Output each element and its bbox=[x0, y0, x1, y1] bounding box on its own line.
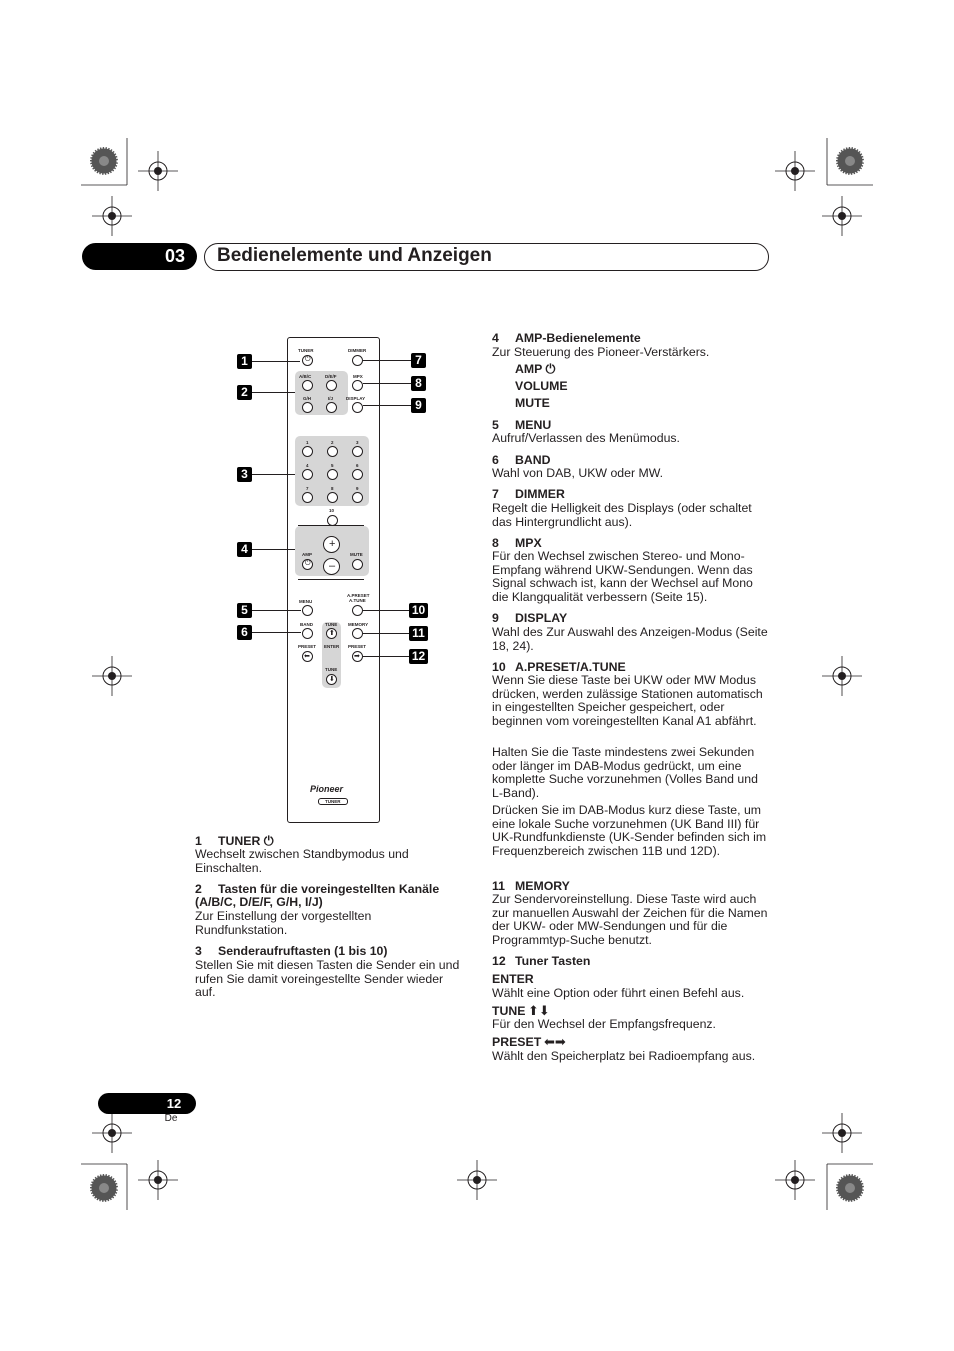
number-7-button bbox=[302, 492, 313, 503]
label-atune: A.TUNE bbox=[349, 598, 366, 603]
enter-body: Wählt eine Option oder führt einen Befehl aus. bbox=[492, 986, 745, 1000]
tune-up-button: ⬆ bbox=[326, 628, 337, 639]
page-language: De bbox=[164, 1113, 178, 1124]
pioneer-logo: Pioneer bbox=[310, 784, 344, 794]
preset-left-button: ⬅ bbox=[302, 651, 313, 662]
callout-9: 9 bbox=[411, 398, 426, 413]
number-4-button bbox=[302, 469, 313, 480]
dimmer-button bbox=[352, 355, 363, 366]
callout-6: 6 bbox=[237, 625, 252, 640]
item-9-number: 9 bbox=[492, 611, 499, 625]
item-6-number: 6 bbox=[492, 453, 499, 467]
leader-line bbox=[252, 474, 295, 475]
number-9-button bbox=[352, 492, 363, 503]
label-tuner: TUNER bbox=[298, 348, 314, 353]
preset-right-button: ➡ bbox=[352, 651, 363, 662]
label-ij: I/J bbox=[328, 396, 334, 401]
model-label: TUNER bbox=[318, 798, 348, 805]
item-8-number: 8 bbox=[492, 536, 499, 550]
leader-line bbox=[252, 549, 295, 550]
label-10: 10 bbox=[329, 508, 335, 513]
label-dimmer: DIMMER bbox=[348, 348, 367, 353]
item-8-heading: MPX bbox=[515, 536, 542, 550]
label-band: BAND bbox=[300, 622, 313, 627]
preset-heading: PRESET bbox=[492, 1035, 542, 1049]
leader-line bbox=[252, 632, 301, 633]
leader-line bbox=[252, 610, 301, 611]
apreset-button bbox=[352, 605, 363, 616]
gh-button bbox=[302, 402, 313, 413]
item-6-body: Wahl von DAB, UKW oder MW. bbox=[492, 466, 664, 480]
divider bbox=[298, 579, 364, 580]
def-button bbox=[326, 380, 337, 391]
volume-up-button: + bbox=[323, 536, 340, 553]
number-1-button bbox=[302, 446, 313, 457]
label-1: 1 bbox=[306, 440, 309, 445]
leader-line bbox=[252, 361, 300, 362]
label-preset-left: PRESET bbox=[298, 644, 317, 649]
leader-line bbox=[363, 405, 411, 406]
number-2-button bbox=[327, 446, 338, 457]
item-2-number: 2 bbox=[195, 882, 202, 896]
callout-1: 1 bbox=[237, 354, 252, 369]
item-4-body: Zur Steuerung des Pioneer-Verstärkers. bbox=[492, 345, 710, 359]
label-8: 8 bbox=[331, 486, 334, 491]
callout-5: 5 bbox=[237, 603, 252, 618]
number-6-button bbox=[352, 469, 363, 480]
enter-heading: ENTER bbox=[492, 972, 534, 986]
label-9: 9 bbox=[356, 486, 359, 491]
item-10-heading: A.PRESET/A.TUNE bbox=[515, 660, 626, 674]
label-5: 5 bbox=[331, 463, 334, 468]
item-5-body: Aufruf/Verlassen des Menümodus. bbox=[492, 431, 680, 445]
item-10-paragraph-1: Wenn Sie diese Taste bei UKW oder MW Modus drücken, werden zulässige Stationen automatisch in eingestellten Speicher gespeichert, oder beginnen vom voreingestellten Kanal A1 abfährt. bbox=[492, 673, 763, 728]
item-6-heading: BAND bbox=[515, 453, 551, 467]
label-enter: ENTER bbox=[324, 644, 340, 649]
item-1-number: 1 bbox=[195, 834, 202, 848]
label-amp: AMP bbox=[302, 552, 312, 557]
label-mpx: MPX bbox=[353, 374, 363, 379]
label-menu: MENU bbox=[299, 599, 313, 604]
label-display: DISPLAY bbox=[346, 396, 366, 401]
label-preset-right: PRESET bbox=[348, 644, 367, 649]
label-apreset: A.PRESET bbox=[347, 593, 370, 598]
callout-7: 7 bbox=[411, 353, 426, 368]
item-1-body: Wechselt zwischen Standbymodus und Einschalten. bbox=[195, 847, 409, 875]
label-3: 3 bbox=[356, 440, 359, 445]
leader-line bbox=[252, 392, 295, 393]
item-7-body: Regelt die Helligkeit des Displays (oder schaltet das Hintergrundlicht aus). bbox=[492, 501, 752, 529]
label-def: D/E/F bbox=[325, 374, 337, 379]
callout-3: 3 bbox=[237, 467, 252, 482]
callout-4: 4 bbox=[237, 542, 252, 557]
preset-body: Wählt den Speicherplatz bei Radioempfang aus. bbox=[492, 1049, 756, 1063]
item-4-heading: AMP-Bedienelemente bbox=[515, 331, 641, 345]
mute-button bbox=[352, 559, 363, 570]
item-2-heading: Tasten für die voreingestellten Kanäle bbox=[218, 882, 440, 896]
label-tune-top: TUNE bbox=[325, 622, 338, 627]
leader-line bbox=[363, 610, 409, 611]
remote-control-illustration bbox=[287, 337, 380, 823]
item-11-heading: MEMORY bbox=[515, 879, 570, 893]
tune-down-button: ⬇ bbox=[326, 674, 337, 685]
arrow-left-right-icon: ⬅➡ bbox=[544, 1034, 566, 1049]
item-11-body: Zur Sendervoreinstellung. Diese Taste wird auch zur manuellen Auswahl der Zeichen für die Namen der UKW- oder MW-Sendungen und für die Programmtyp-Suche benutzt. bbox=[492, 892, 768, 947]
callout-12: 12 bbox=[409, 649, 428, 664]
amp-power-button: ⏻ bbox=[302, 559, 313, 570]
item-7-number: 7 bbox=[492, 487, 499, 501]
item-2-body: Zur Einstellung der vorgestellten Rundfunkstation. bbox=[195, 909, 372, 937]
item-9-body: Wahl des Zur Auswahl des Anzeigen-Modus (Seite 18, 24). bbox=[492, 625, 768, 653]
item-7-heading: DIMMER bbox=[515, 487, 565, 501]
label-4: 4 bbox=[306, 463, 309, 468]
label-tune-bottom: TUNE bbox=[325, 667, 338, 672]
item-10-paragraph-2: Halten Sie die Taste mindestens zwei Sekunden oder länger im DAB-Modus gedrückt, um eine komplette Suche vorzunehmen (Volles Band und L-Band). bbox=[492, 745, 758, 800]
item-5-number: 5 bbox=[492, 418, 499, 432]
chapter-number: 03 bbox=[164, 246, 186, 266]
number-5-button bbox=[327, 469, 338, 480]
label-gh: G/H bbox=[303, 396, 312, 401]
menu-button bbox=[302, 605, 313, 616]
item-5-heading: MENU bbox=[515, 418, 552, 432]
callout-11: 11 bbox=[409, 626, 428, 641]
item-9-heading: DISPLAY bbox=[515, 611, 568, 625]
tuner-power-button: ⏻ bbox=[302, 355, 313, 366]
item-4-sub-amp: AMP ⏻ bbox=[515, 362, 556, 376]
ij-button bbox=[326, 402, 337, 413]
leader-line bbox=[363, 360, 411, 361]
label-mute: MUTE bbox=[350, 552, 363, 557]
item-10-paragraph-3: Drücken Sie im DAB-Modus kurz diese Taste, um eine lokale Suche vorzunehmen (UK Band III) für UK-Rundfunkdienste (UK-Sender befinden sich im Frequenzbereich zwischen 11B und 12D). bbox=[492, 803, 767, 858]
band-button bbox=[302, 628, 313, 639]
item-12-heading: Tuner Tasten bbox=[515, 954, 591, 968]
mpx-button bbox=[352, 380, 363, 391]
item-12-number: 12 bbox=[492, 954, 506, 968]
item-3-number: 3 bbox=[195, 944, 202, 958]
abc-button bbox=[302, 380, 313, 391]
page-number: 12 bbox=[166, 1096, 182, 1111]
item-11-number: 11 bbox=[492, 879, 505, 893]
label-2: 2 bbox=[331, 440, 334, 445]
item-3-heading: Senderaufruftasten (1 bis 10) bbox=[218, 944, 388, 958]
leader-line bbox=[363, 633, 409, 634]
label-6: 6 bbox=[356, 463, 359, 468]
chapter-title: Bedienelemente und Anzeigen bbox=[217, 245, 492, 266]
item-2-heading-2: (A/B/C, D/E/F, G/H, I/J) bbox=[195, 895, 323, 909]
leader-line bbox=[363, 656, 409, 657]
tune-body: Für den Wechsel der Empfangsfrequenz. bbox=[492, 1017, 716, 1031]
item-8-body: Für den Wechsel zwischen Stereo- und Mono-Empfang während UKW-Sendungen. Wenn das Signal schwach ist, kann der Wechsel auf Mono die Klangqualität verbessern (Seite 15). bbox=[492, 549, 753, 604]
number-8-button bbox=[327, 492, 338, 503]
item-4-number: 4 bbox=[492, 331, 499, 345]
item-4-sub-volume: VOLUME bbox=[515, 379, 568, 393]
label-7: 7 bbox=[306, 486, 309, 491]
item-4-sub-mute: MUTE bbox=[515, 396, 550, 410]
callout-10: 10 bbox=[409, 603, 428, 618]
callout-8: 8 bbox=[411, 376, 426, 391]
arrow-up-down-icon: ⬆⬇ bbox=[528, 1003, 550, 1018]
callout-2: 2 bbox=[237, 385, 252, 400]
item-3-body: Stellen Sie mit diesen Tasten die Sender ein und rufen Sie damit voreingestellte Sender wieder auf. bbox=[195, 958, 460, 999]
label-abc: A/B/C bbox=[299, 374, 312, 379]
number-3-button bbox=[352, 446, 363, 457]
display-button bbox=[352, 402, 363, 413]
memory-button bbox=[352, 628, 363, 639]
tune-heading: TUNE bbox=[492, 1004, 526, 1018]
volume-down-button: – bbox=[323, 558, 340, 575]
leader-line bbox=[363, 383, 411, 384]
label-memory: MEMORY bbox=[348, 622, 369, 627]
item-1-heading: TUNER ⏻ bbox=[218, 834, 274, 848]
item-10-number: 10 bbox=[492, 660, 506, 674]
